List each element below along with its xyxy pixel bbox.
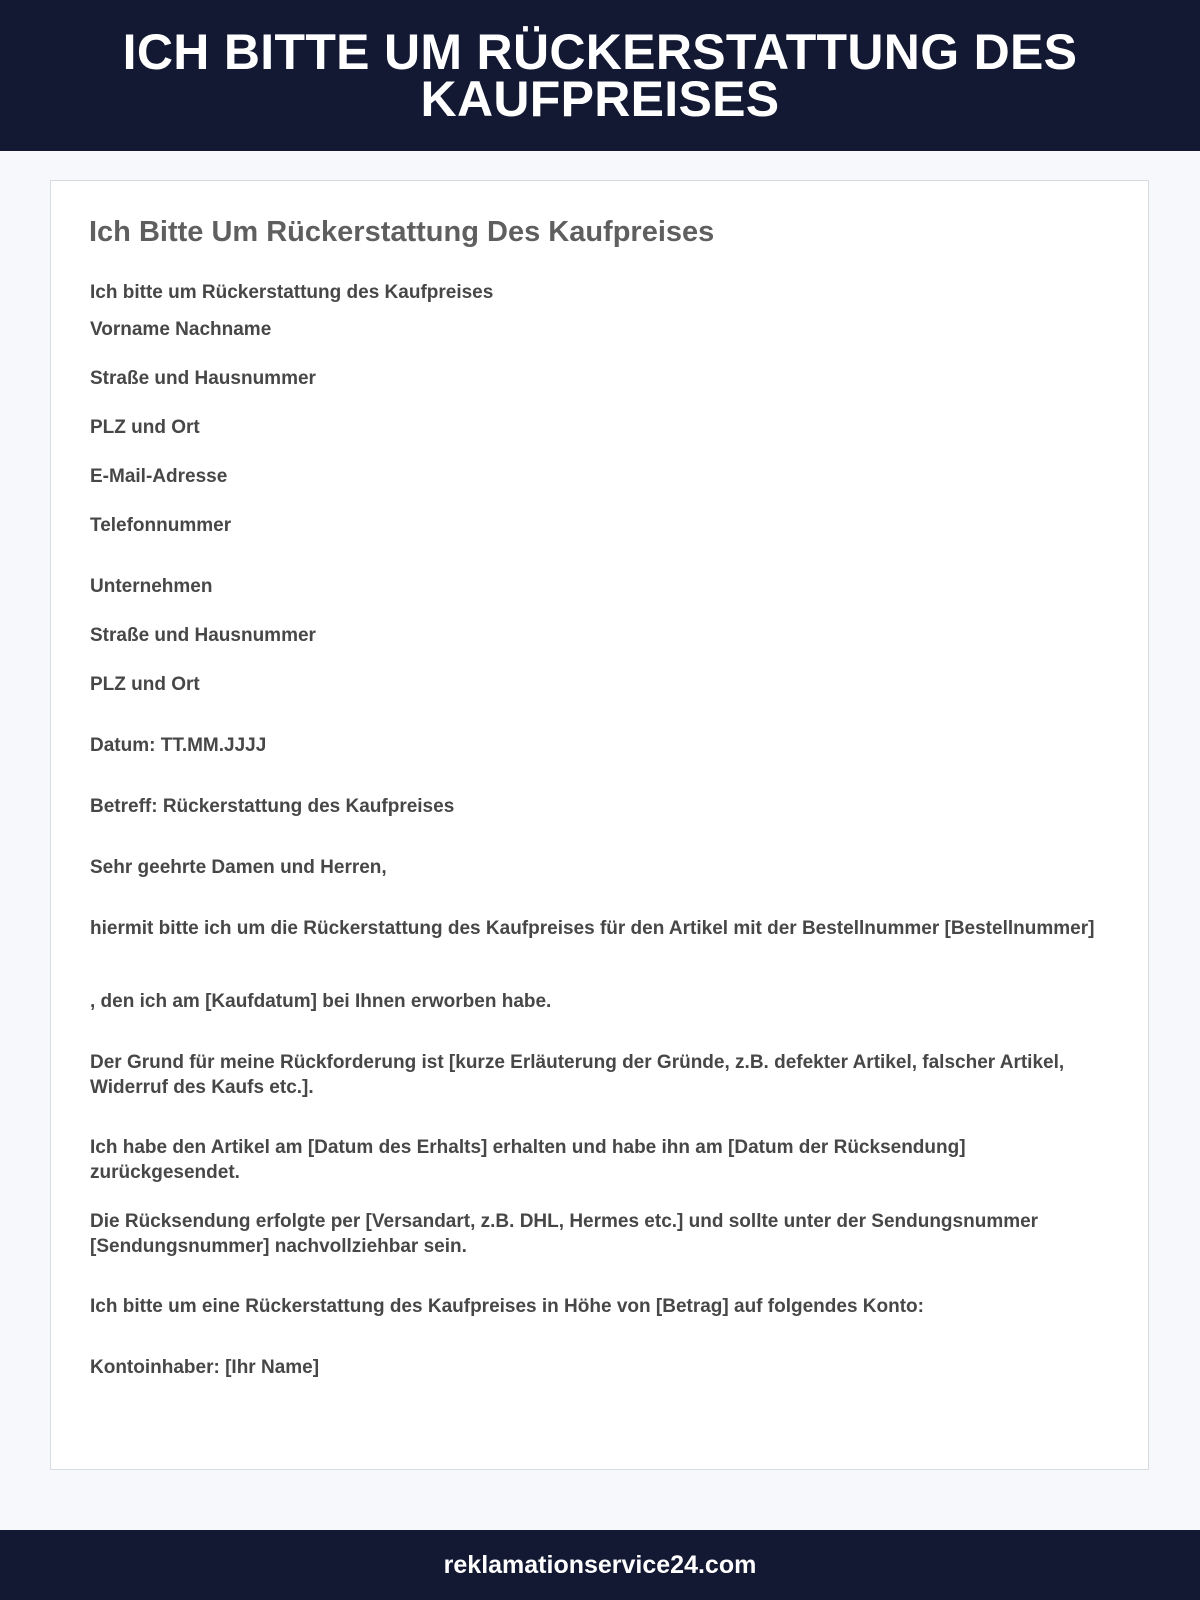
header-title: ICH BITTE UM RÜCKERSTATTUNG DES KAUFPREISES: [122, 23, 1078, 127]
letter-paragraph: Ich habe den Artikel am [Datum des Erhalts] erhalten und habe ihn am [Datum der Rücksendung] zurückgesendet.: [90, 1137, 966, 1183]
sender-phone: Telefonnummer: [90, 515, 232, 536]
letter-paragraph: Der Grund für meine Rückforderung ist [kurze Erläuterung der Gründe, z.B. defekter Artikel, falscher Artikel, Widerruf des Kaufs etc.].: [90, 1052, 1065, 1098]
letter-date: Datum: TT.MM.JJJJ: [90, 735, 267, 756]
recipient-city: PLZ und Ort: [90, 674, 200, 695]
sender-city: PLZ und Ort: [90, 417, 200, 438]
sender-email: E-Mail-Adresse: [90, 466, 228, 487]
recipient-company: Unternehmen: [90, 576, 213, 597]
document-subtitle: Ich bitte um Rückerstattung des Kaufpreises: [90, 282, 494, 303]
recipient-street: Straße und Hausnummer: [90, 625, 316, 646]
sender-street: Straße und Hausnummer: [90, 368, 316, 389]
letter-paragraph: Ich bitte um eine Rückerstattung des Kaufpreises in Höhe von [Betrag] auf folgendes Konto:: [90, 1296, 924, 1317]
page-header: [0, 0, 1200, 151]
document-title: Ich Bitte Um Rückerstattung Des Kaufpreises: [89, 216, 715, 248]
letter-paragraph: Die Rücksendung erfolgte per [Versandart, z.B. DHL, Hermes etc.] und sollte unter der Sendungsnummer [Sendungsnummer] nachvollziehbar sein.: [90, 1211, 1039, 1257]
letter-paragraph: , den ich am [Kaufdatum] bei Ihnen erworben habe.: [90, 991, 552, 1012]
letter-salutation: Sehr geehrte Damen und Herren,: [90, 857, 387, 878]
letter-paragraph: hiermit bitte ich um die Rückerstattung des Kaufpreises für den Artikel mit der Bestellnummer [Bestellnummer]: [90, 918, 1095, 939]
page-footer: [0, 1530, 1200, 1600]
letter-subject: Betreff: Rückerstattung des Kaufpreises: [90, 796, 455, 817]
letter-paragraph: Kontoinhaber: [Ihr Name]: [90, 1357, 320, 1378]
sender-name: Vorname Nachname: [90, 319, 272, 340]
footer-site: reklamationservice24.com: [443, 1550, 757, 1579]
